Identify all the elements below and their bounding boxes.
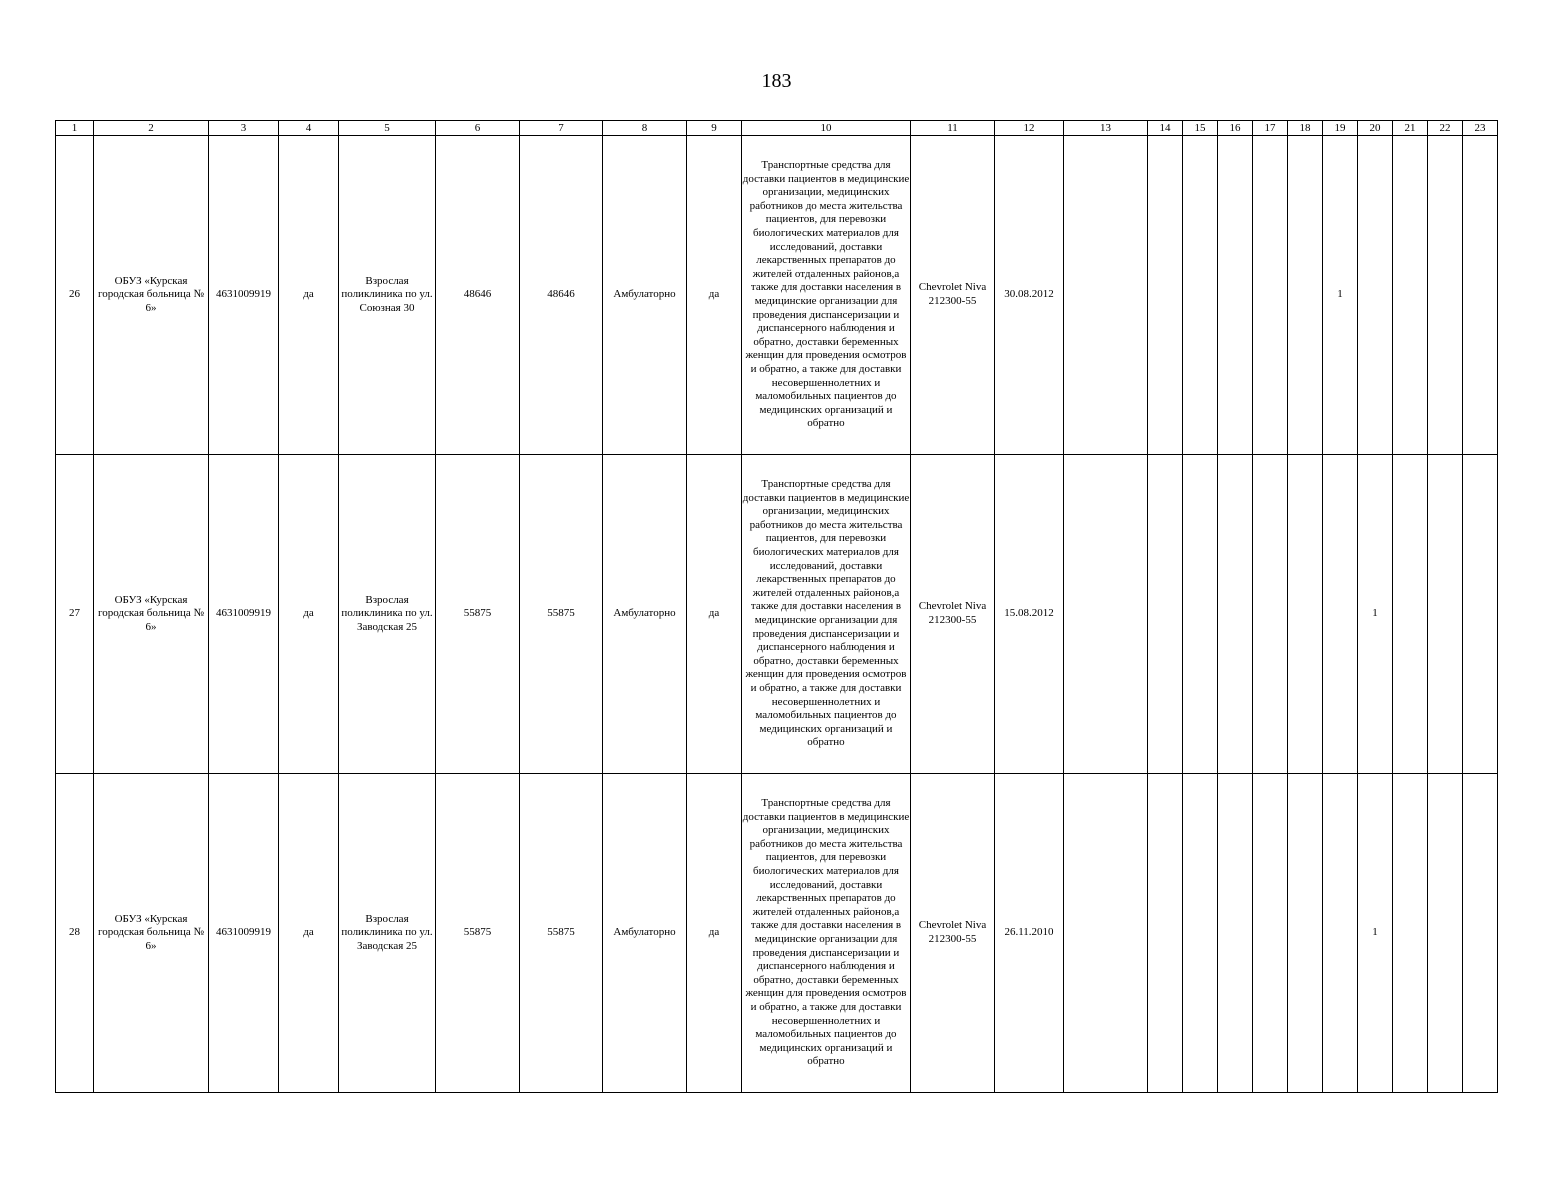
vehicle-registry-table (55, 120, 1498, 1093)
column-header: 22 (1428, 121, 1463, 136)
organization-cell: ОБУЗ «Курская городская больница № 6» (94, 455, 209, 774)
population-cell: 55875 (520, 774, 603, 1093)
page-number: 183 (761, 70, 792, 92)
column-header: 20 (1358, 121, 1393, 136)
data-cell (1463, 455, 1498, 774)
unit-cell: Взрослая поликлиника по ул. Заводская 25 (339, 774, 436, 1093)
data-cell (1288, 136, 1323, 455)
data-cell (1148, 455, 1183, 774)
data-cell (1148, 136, 1183, 455)
population-cell: 55875 (436, 455, 520, 774)
organization-cell: ОБУЗ «Курская городская больница № 6» (94, 136, 209, 455)
inn-cell: 4631009919 (209, 455, 279, 774)
data-cell (1253, 136, 1288, 455)
care-type-cell: Амбулаторно (603, 455, 687, 774)
data-cell (1148, 774, 1183, 1093)
vehicle-model-cell: Chevrolet Niva 212300-55 (911, 455, 995, 774)
column-header: 13 (1064, 121, 1148, 136)
organization-cell: ОБУЗ «Курская городская больница № 6» (94, 774, 209, 1093)
table-row (56, 455, 1498, 774)
data-cell (1288, 774, 1323, 1093)
data-cell: 1 (1358, 455, 1393, 774)
data-cell (1323, 774, 1358, 1093)
data-cell (1428, 455, 1463, 774)
population-cell: 48646 (436, 136, 520, 455)
data-cell (1463, 774, 1498, 1093)
column-number-row (56, 121, 1498, 136)
column-header: 19 (1323, 121, 1358, 136)
column-header: 7 (520, 121, 603, 136)
column-header: 3 (209, 121, 279, 136)
data-cell (1253, 774, 1288, 1093)
column-header: 14 (1148, 121, 1183, 136)
population-cell: 48646 (520, 136, 603, 455)
table-row (56, 136, 1498, 455)
vehicle-model-cell: Chevrolet Niva 212300-55 (911, 136, 995, 455)
data-cell: 1 (1323, 136, 1358, 455)
population-cell: 55875 (520, 455, 603, 774)
column-header: 21 (1393, 121, 1428, 136)
column-header: 1 (56, 121, 94, 136)
date-cell: 30.08.2012 (995, 136, 1064, 455)
data-cell (1323, 455, 1358, 774)
flag-cell: да (687, 455, 742, 774)
data-cell (1218, 136, 1253, 455)
data-cell (1393, 455, 1428, 774)
care-type-cell: Амбулаторно (603, 774, 687, 1093)
column-header: 8 (603, 121, 687, 136)
data-cell (1288, 455, 1323, 774)
care-type-cell: Амбулаторно (603, 136, 687, 455)
date-cell: 26.11.2010 (995, 774, 1064, 1093)
column-header: 18 (1288, 121, 1323, 136)
flag-cell: да (279, 455, 339, 774)
column-header: 2 (94, 121, 209, 136)
purpose-cell: Транспортные средства для доставки пациентов в медицинские организации, медицинских работников до места жительства пациентов, для перевозки биологических материалов для исследований, доставки лекарственных препаратов до жителей отдаленных районов,а также для доставки населения в медицинские организации для проведения диспансеризации и диспансерного наблюдения и обратно, доставки беременных женщин для проведения осмотров и обратно, а также для доставки несовершеннолетних и маломобильных пациентов до медицинских организаций и обратно (742, 136, 911, 455)
column-header: 15 (1183, 121, 1218, 136)
flag-cell: да (279, 774, 339, 1093)
data-cell (1064, 455, 1148, 774)
data-cell (1183, 136, 1218, 455)
purpose-cell: Транспортные средства для доставки пациентов в медицинские организации, медицинских работников до места жительства пациентов, для перевозки биологических материалов для исследований, доставки лекарственных препаратов до жителей отдаленных районов,а также для доставки населения в медицинские организации для проведения диспансеризации и диспансерного наблюдения и обратно, доставки беременных женщин для проведения осмотров и обратно, а также для доставки несовершеннолетних и маломобильных пациентов до медицинских организаций и обратно (742, 455, 911, 774)
data-cell (1064, 136, 1148, 455)
column-header: 17 (1253, 121, 1288, 136)
column-header: 4 (279, 121, 339, 136)
data-cell: 1 (1358, 774, 1393, 1093)
column-header: 12 (995, 121, 1064, 136)
flag-cell: да (687, 136, 742, 455)
data-cell (1218, 455, 1253, 774)
flag-cell: да (279, 136, 339, 455)
purpose-cell: Транспортные средства для доставки пациентов в медицинские организации, медицинских работников до места жительства пациентов, для перевозки биологических материалов для исследований, доставки лекарственных препаратов до жителей отдаленных районов,а также для доставки населения в медицинские организации для проведения диспансеризации и диспансерного наблюдения и обратно, доставки беременных женщин для проведения осмотров и обратно, а также для доставки несовершеннолетних и маломобильных пациентов до медицинских организаций и обратно (742, 774, 911, 1093)
flag-cell: да (687, 774, 742, 1093)
column-header: 6 (436, 121, 520, 136)
data-cell (1393, 136, 1428, 455)
column-header: 23 (1463, 121, 1498, 136)
row-number-cell: 27 (56, 455, 94, 774)
data-cell (1393, 774, 1428, 1093)
row-number-cell: 26 (56, 136, 94, 455)
row-number-cell: 28 (56, 774, 94, 1093)
data-cell (1428, 136, 1463, 455)
unit-cell: Взрослая поликлиника по ул. Союзная 30 (339, 136, 436, 455)
column-header: 5 (339, 121, 436, 136)
data-cell (1358, 136, 1393, 455)
table-row (56, 774, 1498, 1093)
date-cell: 15.08.2012 (995, 455, 1064, 774)
column-header: 9 (687, 121, 742, 136)
data-cell (1218, 774, 1253, 1093)
data-cell (1428, 774, 1463, 1093)
inn-cell: 4631009919 (209, 136, 279, 455)
column-header: 10 (742, 121, 911, 136)
vehicle-model-cell: Chevrolet Niva 212300-55 (911, 774, 995, 1093)
column-header: 16 (1218, 121, 1253, 136)
data-cell (1183, 774, 1218, 1093)
unit-cell: Взрослая поликлиника по ул. Заводская 25 (339, 455, 436, 774)
data-cell (1064, 774, 1148, 1093)
population-cell: 55875 (436, 774, 520, 1093)
data-cell (1183, 455, 1218, 774)
data-cell (1463, 136, 1498, 455)
inn-cell: 4631009919 (209, 774, 279, 1093)
column-header: 11 (911, 121, 995, 136)
data-cell (1253, 455, 1288, 774)
